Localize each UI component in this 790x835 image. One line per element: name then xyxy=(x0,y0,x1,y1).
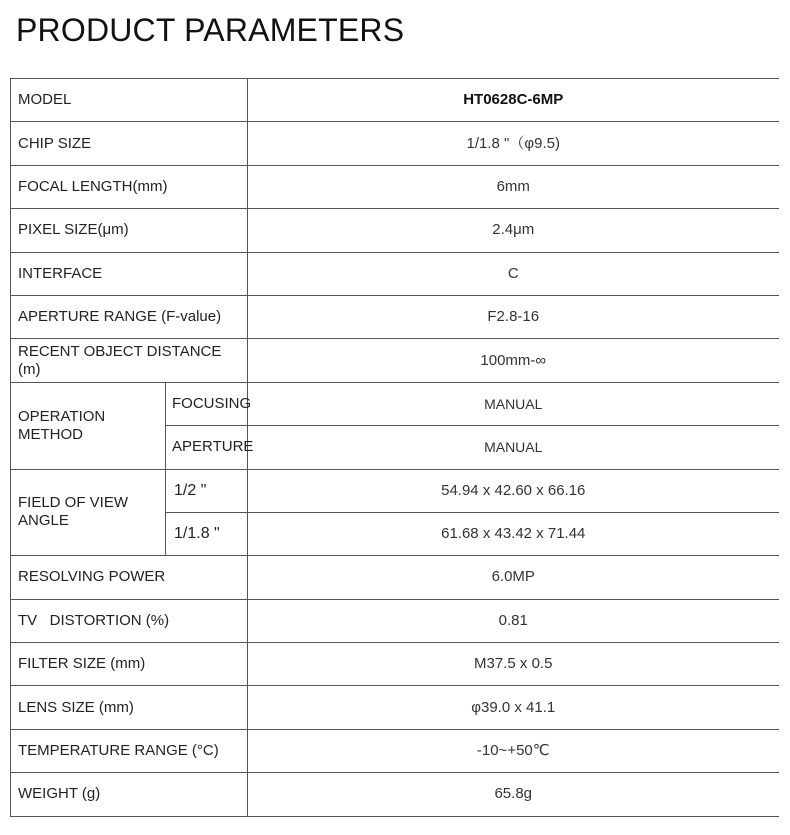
table-row-resolving-power xyxy=(11,556,779,599)
row-label: APERTURE RANGE (F-value) xyxy=(11,295,248,338)
row-value: 2.4μm xyxy=(248,209,779,252)
row-value: φ39.0 x 41.1 xyxy=(248,686,779,729)
table-row-operation-focusing xyxy=(11,382,779,425)
row-value: M37.5 x 0.5 xyxy=(248,643,779,686)
row-label: WEIGHT (g) xyxy=(11,773,248,816)
row-value: 61.68 x 43.42 x 71.44 xyxy=(248,512,779,555)
sub-label: FOCUSING xyxy=(166,382,248,425)
table-row-object-distance xyxy=(11,339,779,382)
table-row-pixel-size xyxy=(11,209,779,252)
row-value: 6.0MP xyxy=(248,556,779,599)
table-row-focal-length xyxy=(11,165,779,208)
row-label: TV DISTORTION (%) xyxy=(11,599,248,642)
row-label: PIXEL SIZE(μm) xyxy=(11,209,248,252)
row-label: OPERATION METHOD xyxy=(11,382,166,469)
row-label: FIELD OF VIEW ANGLE xyxy=(11,469,166,556)
row-label: CHIP SIZE xyxy=(11,122,248,165)
row-value: 6mm xyxy=(248,165,779,208)
row-label: LENS SIZE (mm) xyxy=(11,686,248,729)
row-value: MANUAL xyxy=(248,426,779,469)
page-title: PRODUCT PARAMETERS xyxy=(16,12,405,48)
row-value: 100mm-∞ xyxy=(248,339,779,382)
table-row-temperature xyxy=(11,729,779,772)
row-value: HT0628C-6MP xyxy=(248,79,779,122)
table-row-fov-half xyxy=(11,469,779,512)
table-row-lens-size xyxy=(11,686,779,729)
row-value: 65.8g xyxy=(248,773,779,816)
row-label: FILTER SIZE (mm) xyxy=(11,643,248,686)
row-value: C xyxy=(248,252,779,295)
row-label: RESOLVING POWER xyxy=(11,556,248,599)
row-value: 54.94 x 42.60 x 66.16 xyxy=(248,469,779,512)
row-label: INTERFACE xyxy=(11,252,248,295)
row-value: F2.8-16 xyxy=(248,295,779,338)
row-label: RECENT OBJECT DISTANCE (m) xyxy=(11,339,248,382)
table-row-interface xyxy=(11,252,779,295)
row-label: MODEL xyxy=(11,79,248,122)
row-value: MANUAL xyxy=(248,382,779,425)
sub-label: 1/2 " xyxy=(166,469,248,512)
row-label: TEMPERATURE RANGE (°C) xyxy=(11,729,248,772)
table-row-weight xyxy=(11,773,779,816)
table-row-chip-size xyxy=(11,122,779,165)
row-value: 1/1.8 "（φ9.5) xyxy=(248,122,779,165)
table-row-aperture-range xyxy=(11,295,779,338)
sub-label: APERTURE xyxy=(166,426,248,469)
spec-table xyxy=(10,78,779,817)
table-row-tv-distortion xyxy=(11,599,779,642)
row-value: 0.81 xyxy=(248,599,779,642)
row-value: -10~+50℃ xyxy=(248,729,779,772)
row-label: FOCAL LENGTH(mm) xyxy=(11,165,248,208)
table-row-model xyxy=(11,79,779,122)
sub-label: 1/1.8 " xyxy=(166,512,248,555)
table-row-filter-size xyxy=(11,643,779,686)
